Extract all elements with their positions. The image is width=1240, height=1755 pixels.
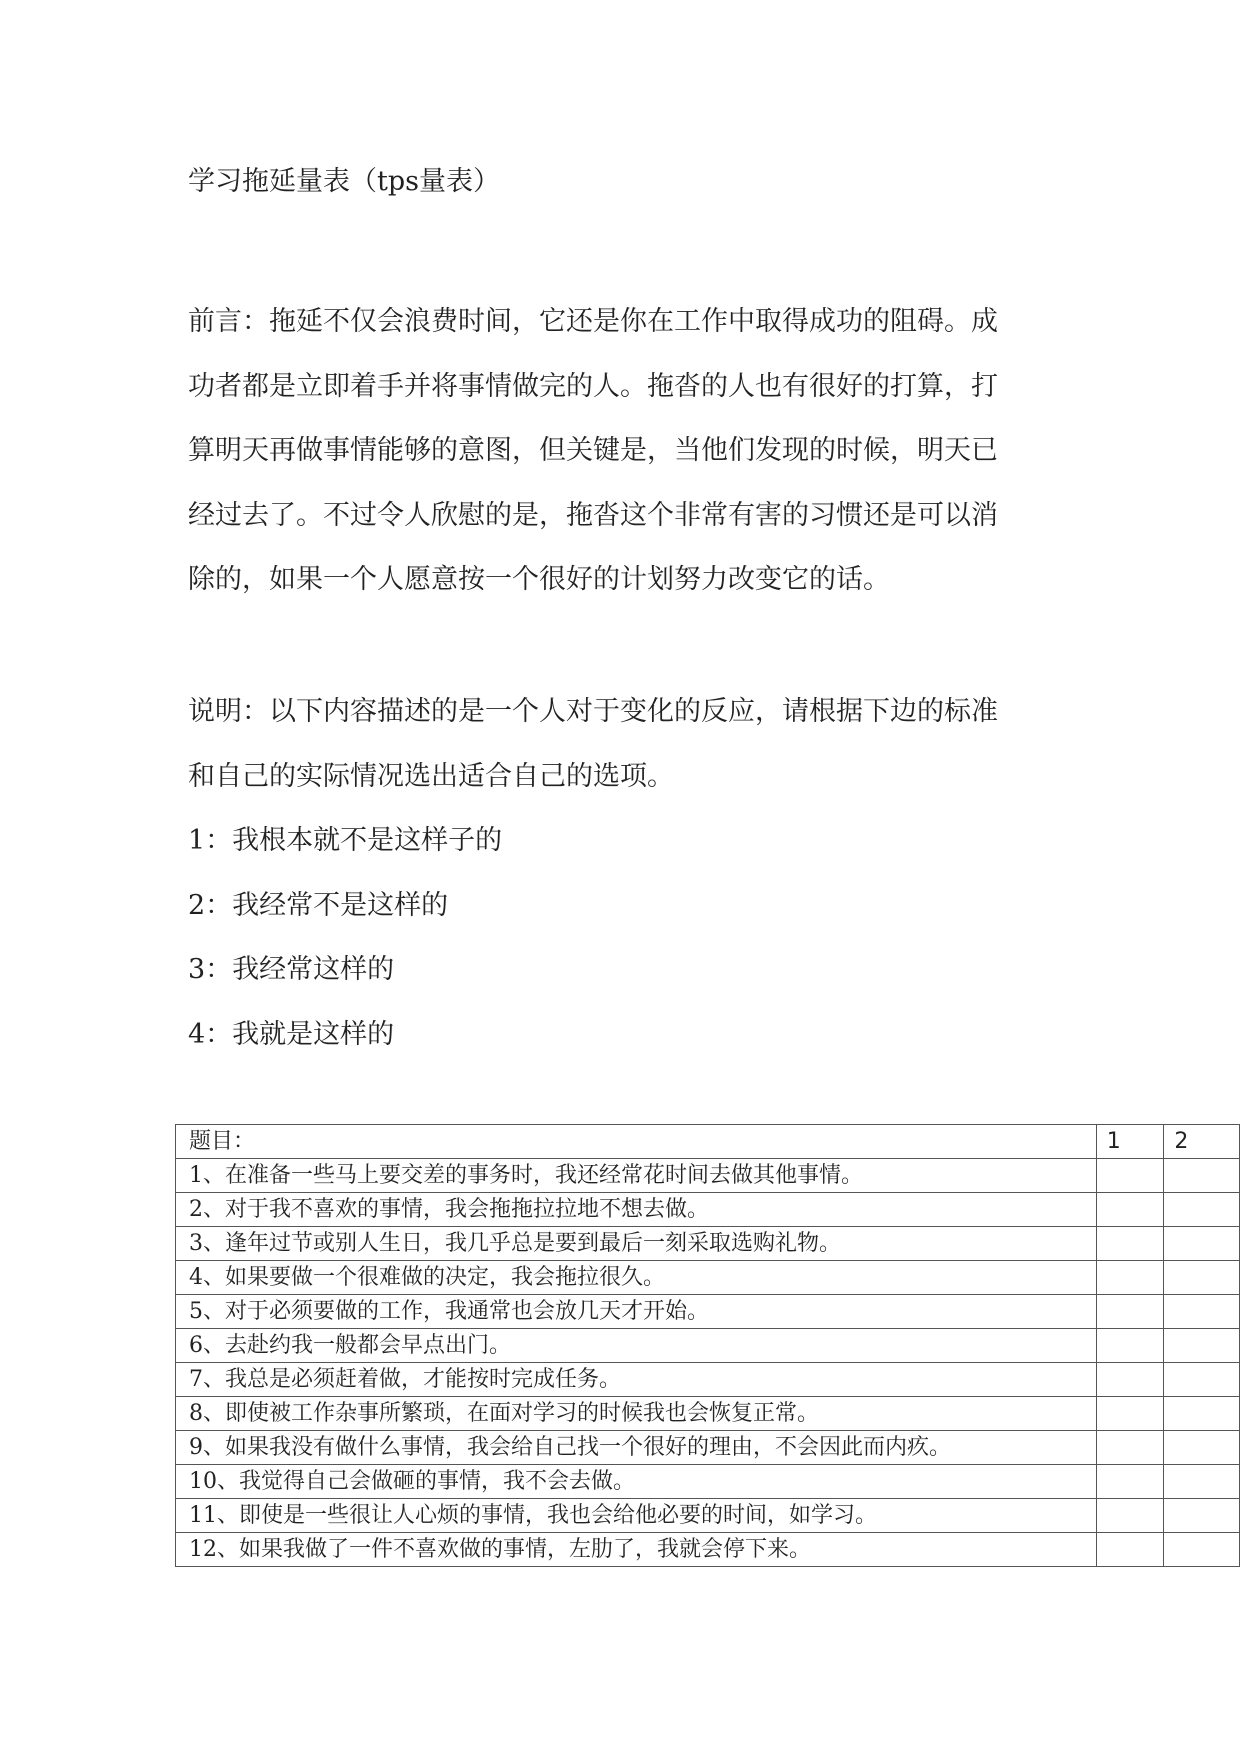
instructions-line: 和自己的实际情况选出适合自己的选项。 [188,760,674,792]
question-text: 1、在准备一些马上要交差的事务时，我还经常花时间去做其他事情。 [176,1159,1097,1193]
question-text: 7、我总是必须赶着做，才能按时完成任务。 [176,1363,1097,1397]
answer-cell-2[interactable] [1164,1397,1240,1431]
answer-cell-1[interactable] [1096,1533,1164,1567]
question-text: 2、对于我不喜欢的事情，我会拖拖拉拉地不想去做。 [176,1193,1097,1227]
answer-cell-1[interactable] [1096,1363,1164,1397]
answer-cell-1[interactable] [1096,1397,1164,1431]
table-row [176,1397,1240,1431]
answer-cell-1[interactable] [1096,1431,1164,1465]
scale-option-3: 3：我经常这样的 [188,954,395,985]
answer-cell-1[interactable] [1096,1261,1164,1295]
answer-cell-2[interactable] [1164,1295,1240,1329]
answer-cell-1[interactable] [1096,1329,1164,1363]
questionnaire-table [175,1124,1240,1567]
question-text: 9、如果我没有做什么事情，我会给自己找一个很好的理由，不会因此而内疚。 [176,1431,1097,1465]
scale-option-2: 2：我经常不是这样的 [188,889,449,921]
header-question: 题目： [176,1125,1097,1159]
scale-option-4: 4：我就是这样的 [188,1018,395,1050]
header-col-2: 2 [1164,1125,1240,1159]
question-text: 5、对于必须要做的工作，我通常也会放几天才开始。 [176,1295,1097,1329]
answer-cell-1[interactable] [1096,1193,1164,1227]
instructions-paragraph [188,680,1048,809]
answer-cell-1[interactable] [1096,1465,1164,1499]
rating-scale-list [188,809,502,1067]
question-text: 6、去赴约我一般都会早点出门。 [176,1329,1097,1363]
answer-cell-2[interactable] [1164,1193,1240,1227]
instructions-line: 说明：以下内容描述的是一个人对于变化的反应，请根据下边的标准 [188,696,998,727]
answer-cell-2[interactable] [1164,1465,1240,1499]
document-title: 学习拖延量表（tps量表） [188,166,500,197]
preface-line: 经过去了。不过令人欣慰的是，拖沓这个非常有害的习惯还是可以消 [188,499,998,531]
header-col-1: 1 [1096,1125,1164,1159]
table-row [176,1159,1240,1193]
preface-line: 前言：拖延不仅会浪费时间，它还是你在工作中取得成功的阻碍。成 [188,306,998,337]
preface-line: 除的，如果一个人愿意按一个很好的计划努力改变它的话。 [188,564,890,595]
table-row [176,1499,1240,1533]
answer-cell-1[interactable] [1096,1499,1164,1533]
table-row [176,1363,1240,1397]
question-text: 4、如果要做一个很难做的决定，我会拖拉很久。 [176,1261,1097,1295]
question-text: 8、即使被工作杂事所繁琐，在面对学习的时候我也会恢复正常。 [176,1397,1097,1431]
question-text: 12、如果我做了一件不喜欢做的事情，左肋了，我就会停下来。 [176,1533,1097,1567]
table-row [176,1465,1240,1499]
answer-cell-2[interactable] [1164,1261,1240,1295]
table-row [176,1533,1240,1567]
table-row [176,1431,1240,1465]
answer-cell-2[interactable] [1164,1159,1240,1193]
preface-line: 功者都是立即着手并将事情做完的人。拖沓的人也有很好的打算，打 [188,370,998,402]
preface-line: 算明天再做事情能够的意图，但关键是，当他们发现的时候，明天已 [188,435,998,466]
answer-cell-1[interactable] [1096,1227,1164,1261]
question-text: 10、我觉得自己会做砸的事情，我不会去做。 [176,1465,1097,1499]
answer-cell-1[interactable] [1096,1159,1164,1193]
table-row [176,1261,1240,1295]
answer-cell-2[interactable] [1164,1533,1240,1567]
answer-cell-2[interactable] [1164,1431,1240,1465]
answer-cell-2[interactable] [1164,1227,1240,1261]
table-row [176,1193,1240,1227]
table-row [176,1227,1240,1261]
answer-cell-2[interactable] [1164,1363,1240,1397]
table-row [176,1329,1240,1363]
question-text: 11、即使是一些很让人心烦的事情，我也会给他必要的时间，如学习。 [176,1499,1097,1533]
question-text: 3、逢年过节或别人生日，我几乎总是要到最后一刻采取选购礼物。 [176,1227,1097,1261]
answer-cell-2[interactable] [1164,1499,1240,1533]
answer-cell-1[interactable] [1096,1295,1164,1329]
table-row [176,1295,1240,1329]
scale-option-1: 1：我根本就不是这样子的 [188,825,503,856]
answer-cell-2[interactable] [1164,1329,1240,1363]
preface-paragraph [188,290,1048,613]
table-header-row [176,1125,1240,1159]
